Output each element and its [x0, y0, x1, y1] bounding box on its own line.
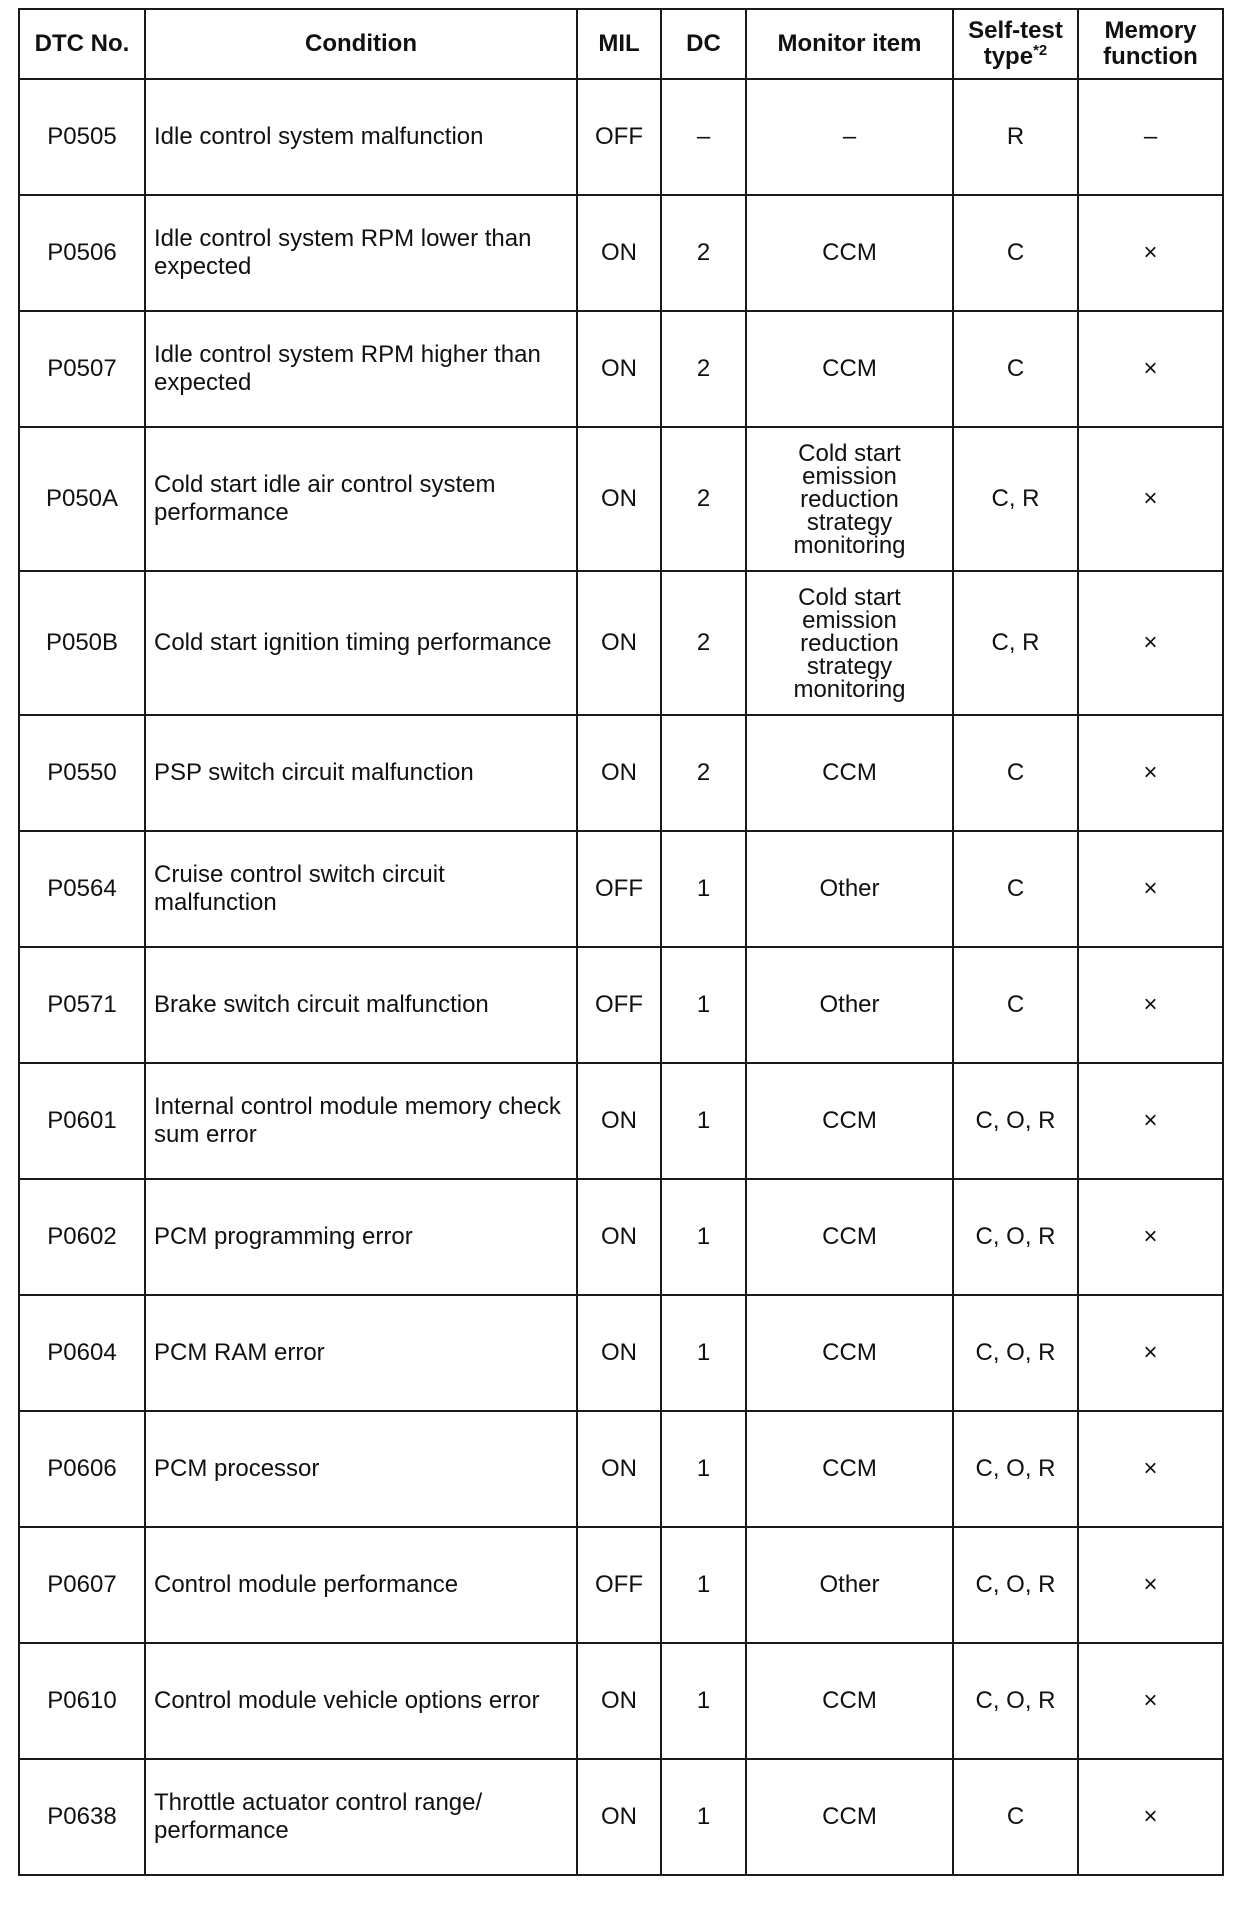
- table-row: [19, 947, 1223, 1063]
- cell-dc: 1: [661, 1179, 746, 1295]
- cell-dtc-no: P0601: [19, 1063, 145, 1179]
- table-row: [19, 79, 1223, 195]
- header-mil: MIL: [577, 9, 661, 79]
- table-row: [19, 1411, 1223, 1527]
- cell-mil: ON: [577, 1411, 661, 1527]
- cell-dtc-no: P0550: [19, 715, 145, 831]
- cell-monitor-item: CCM: [746, 1295, 953, 1411]
- cell-dc: 2: [661, 571, 746, 715]
- cell-dtc-no: P0602: [19, 1179, 145, 1295]
- cell-memory-function: ×: [1078, 1179, 1223, 1295]
- cell-dtc-no: P0610: [19, 1643, 145, 1759]
- table-row: [19, 311, 1223, 427]
- cell-memory-function: ×: [1078, 831, 1223, 947]
- table-row: [19, 1527, 1223, 1643]
- cell-mil: ON: [577, 311, 661, 427]
- table-row: [19, 195, 1223, 311]
- cell-memory-function: ×: [1078, 1527, 1223, 1643]
- cell-mil: ON: [577, 1063, 661, 1179]
- cell-mil: OFF: [577, 831, 661, 947]
- cell-memory-function: ×: [1078, 427, 1223, 571]
- table-row: [19, 715, 1223, 831]
- cell-self-test-type: C, O, R: [953, 1411, 1078, 1527]
- cell-condition: PSP switch circuit malfunction: [145, 715, 577, 831]
- cell-mil: OFF: [577, 79, 661, 195]
- cell-mil: ON: [577, 715, 661, 831]
- header-dtc-no: DTC No.: [19, 9, 145, 79]
- table-row: [19, 1643, 1223, 1759]
- cell-memory-function: ×: [1078, 1643, 1223, 1759]
- cell-dtc-no: P0607: [19, 1527, 145, 1643]
- cell-condition: Brake switch circuit malfunction: [145, 947, 577, 1063]
- table-row: [19, 427, 1223, 571]
- cell-condition: Cruise control switch circuit malfunction: [145, 831, 577, 947]
- table-row: [19, 1179, 1223, 1295]
- cell-memory-function: ×: [1078, 311, 1223, 427]
- header-self-test-line2: [958, 44, 1073, 70]
- cell-dc: 2: [661, 715, 746, 831]
- cell-monitor-item: –: [746, 79, 953, 195]
- cell-condition: Idle control system RPM lower than expected: [145, 195, 577, 311]
- cell-condition: PCM processor: [145, 1411, 577, 1527]
- header-memory-line1: Memory: [1104, 17, 1197, 44]
- cell-self-test-type: C: [953, 831, 1078, 947]
- cell-self-test-type: C, O, R: [953, 1643, 1078, 1759]
- cell-memory-function: ×: [1078, 947, 1223, 1063]
- table-row: [19, 1063, 1223, 1179]
- cell-dc: –: [661, 79, 746, 195]
- cell-memory-function: –: [1078, 79, 1223, 195]
- cell-mil: OFF: [577, 1527, 661, 1643]
- header-self-test-type-word: type: [983, 43, 1034, 70]
- cell-mil: ON: [577, 1759, 661, 1875]
- cell-monitor-item: Other: [746, 947, 953, 1063]
- cell-dtc-no: P0506: [19, 195, 145, 311]
- cell-memory-function: ×: [1078, 1411, 1223, 1527]
- cell-dtc-no: P050A: [19, 427, 145, 571]
- cell-dc: 1: [661, 1759, 746, 1875]
- header-row: [19, 9, 1223, 79]
- cell-mil: ON: [577, 1295, 661, 1411]
- header-condition: Condition: [145, 9, 577, 79]
- cell-condition: Idle control system RPM higher than expected: [145, 311, 577, 427]
- cell-mil: OFF: [577, 947, 661, 1063]
- cell-mil: ON: [577, 427, 661, 571]
- cell-dc: 1: [661, 947, 746, 1063]
- cell-self-test-type: C, R: [953, 571, 1078, 715]
- cell-dc: 1: [661, 1411, 746, 1527]
- cell-memory-function: ×: [1078, 571, 1223, 715]
- cell-self-test-type: C: [953, 715, 1078, 831]
- cell-mil: ON: [577, 195, 661, 311]
- cell-dc: 1: [661, 831, 746, 947]
- cell-condition: Idle control system malfunction: [145, 79, 577, 195]
- cell-dtc-no: P0606: [19, 1411, 145, 1527]
- header-self-test-footnote: *2: [1033, 42, 1048, 59]
- cell-dtc-no: P0564: [19, 831, 145, 947]
- header-memory-line2: function: [1103, 43, 1198, 70]
- cell-dc: 1: [661, 1527, 746, 1643]
- cell-condition: PCM RAM error: [145, 1295, 577, 1411]
- cell-dc: 2: [661, 195, 746, 311]
- cell-monitor-item: Other: [746, 831, 953, 947]
- cell-dc: 1: [661, 1063, 746, 1179]
- cell-dc: 1: [661, 1295, 746, 1411]
- cell-monitor-item: CCM: [746, 1411, 953, 1527]
- cell-condition: PCM programming error: [145, 1179, 577, 1295]
- cell-memory-function: ×: [1078, 1295, 1223, 1411]
- cell-self-test-type: C, O, R: [953, 1063, 1078, 1179]
- cell-mil: ON: [577, 1643, 661, 1759]
- cell-monitor-item: CCM: [746, 1063, 953, 1179]
- cell-self-test-type: C, O, R: [953, 1295, 1078, 1411]
- cell-self-test-type: C, O, R: [953, 1179, 1078, 1295]
- cell-dtc-no: P0604: [19, 1295, 145, 1411]
- cell-condition: Control module vehicle options error: [145, 1643, 577, 1759]
- cell-dtc-no: P0571: [19, 947, 145, 1063]
- cell-self-test-type: C: [953, 195, 1078, 311]
- cell-self-test-type: C: [953, 1759, 1078, 1875]
- cell-dc: 1: [661, 1643, 746, 1759]
- cell-memory-function: ×: [1078, 715, 1223, 831]
- table-row: [19, 1295, 1223, 1411]
- dtc-table: [18, 8, 1224, 1876]
- table-row: [19, 831, 1223, 947]
- cell-condition: Cold start ignition timing performance: [145, 571, 577, 715]
- table-row: [19, 571, 1223, 715]
- cell-monitor-item: CCM: [746, 1759, 953, 1875]
- cell-monitor-item: CCM: [746, 195, 953, 311]
- cell-dtc-no: P0638: [19, 1759, 145, 1875]
- header-self-test-line1: Self-test: [968, 17, 1063, 44]
- cell-monitor-item: CCM: [746, 311, 953, 427]
- cell-monitor-item: Other: [746, 1527, 953, 1643]
- cell-monitor-item: CCM: [746, 1179, 953, 1295]
- cell-monitor-item: Cold start emission reduction strategy monitoring: [746, 427, 953, 571]
- cell-dc: 2: [661, 427, 746, 571]
- header-dc: DC: [661, 9, 746, 79]
- cell-memory-function: ×: [1078, 1063, 1223, 1179]
- table-body: [19, 79, 1223, 1875]
- cell-dc: 2: [661, 311, 746, 427]
- cell-self-test-type: C: [953, 947, 1078, 1063]
- cell-memory-function: ×: [1078, 1759, 1223, 1875]
- cell-monitor-item: CCM: [746, 715, 953, 831]
- header-memory-function: [1078, 9, 1223, 79]
- cell-self-test-type: C, R: [953, 427, 1078, 571]
- header-self-test-type: [953, 9, 1078, 79]
- header-monitor-item: Monitor item: [746, 9, 953, 79]
- cell-memory-function: ×: [1078, 195, 1223, 311]
- cell-self-test-type: R: [953, 79, 1078, 195]
- table-row: [19, 1759, 1223, 1875]
- cell-condition: Control module performance: [145, 1527, 577, 1643]
- cell-dtc-no: P0507: [19, 311, 145, 427]
- cell-mil: ON: [577, 1179, 661, 1295]
- cell-dtc-no: P0505: [19, 79, 145, 195]
- cell-monitor-item: CCM: [746, 1643, 953, 1759]
- cell-condition: Cold start idle air control system performance: [145, 427, 577, 571]
- cell-monitor-item: Cold start emission reduction strategy monitoring: [746, 571, 953, 715]
- cell-condition: Throttle actuator control range/ performance: [145, 1759, 577, 1875]
- cell-dtc-no: P050B: [19, 571, 145, 715]
- cell-self-test-type: C: [953, 311, 1078, 427]
- cell-condition: Internal control module memory check sum error: [145, 1063, 577, 1179]
- cell-self-test-type: C, O, R: [953, 1527, 1078, 1643]
- cell-mil: ON: [577, 571, 661, 715]
